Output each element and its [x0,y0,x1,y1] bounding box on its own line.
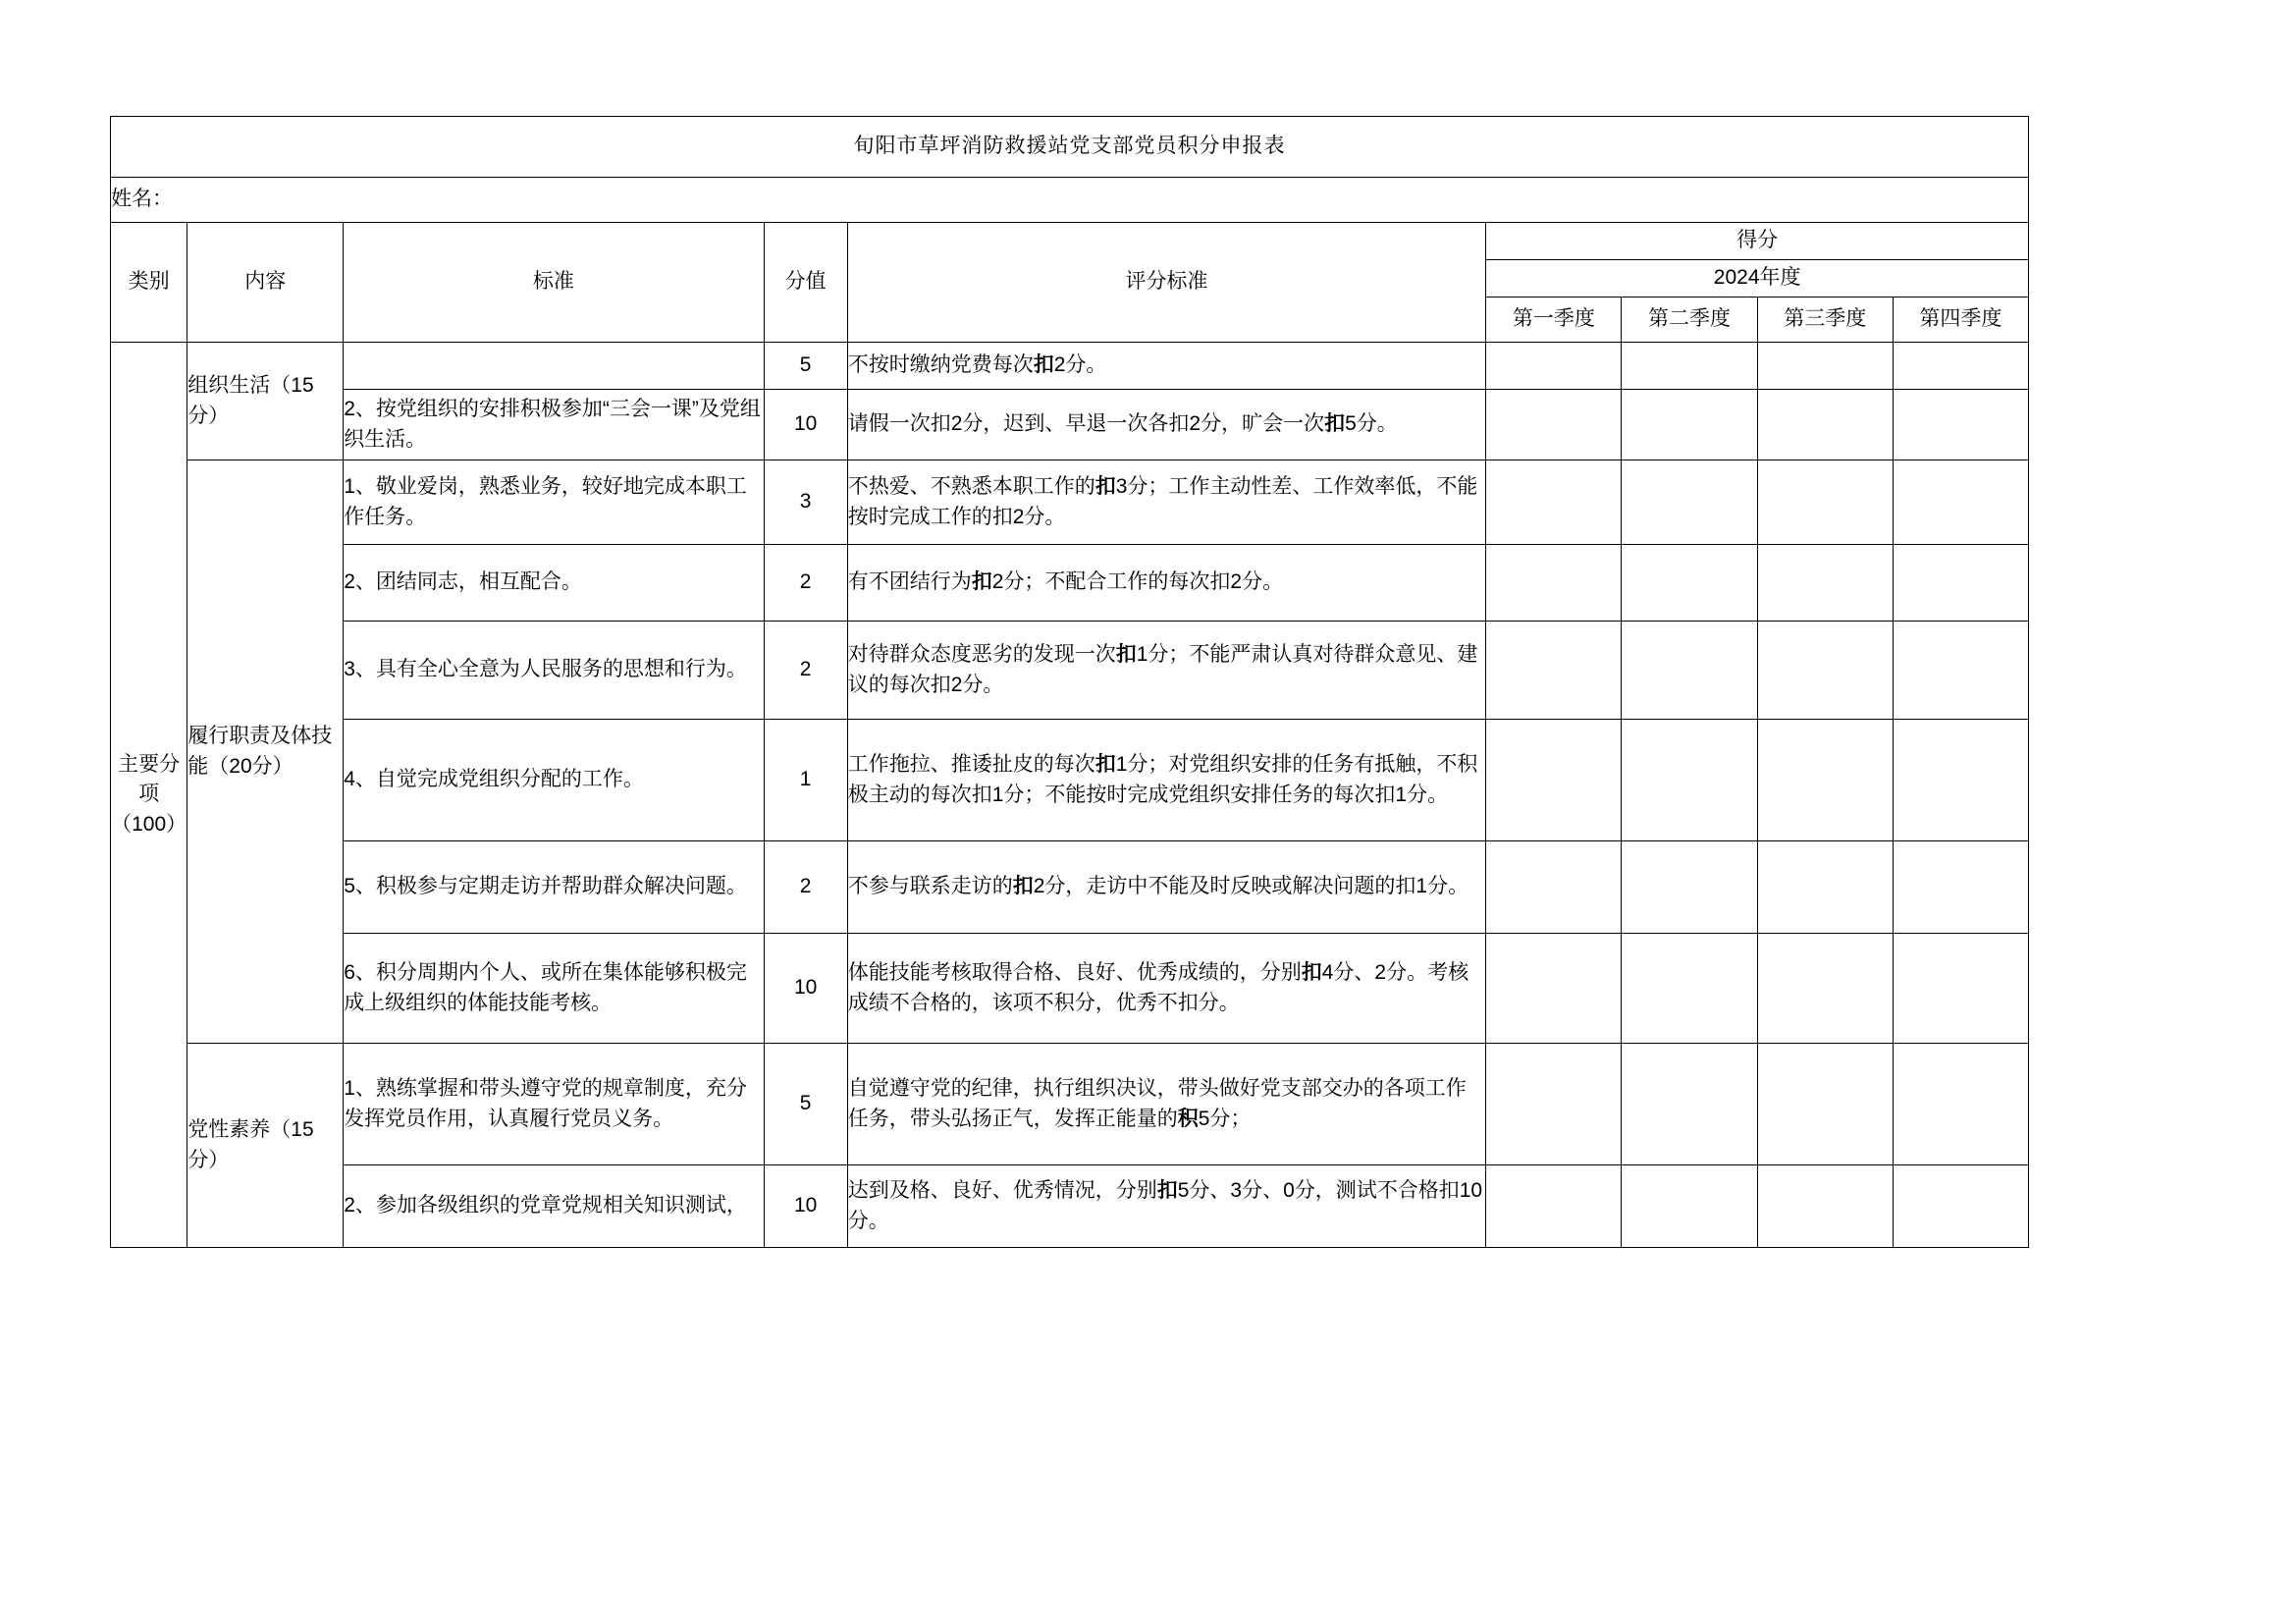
category-main-cell [111,343,187,1248]
score-cell-q1[interactable] [1486,934,1622,1044]
score-cell-q2[interactable] [1622,343,1757,390]
category-main-label: 主要分项（100） [111,752,187,836]
score-cell-q1[interactable] [1486,622,1622,720]
score-cell-q4[interactable] [1893,720,2028,841]
header-category: 类别 [111,223,187,343]
criteria-text: 不按时缴纳党费每次扣2分。 [847,343,1486,390]
score-cell-q3[interactable] [1757,343,1893,390]
score-cell-q3[interactable] [1757,934,1893,1044]
value-text: 10 [764,934,847,1044]
score-cell-q2[interactable] [1622,1044,1757,1165]
header-score: 得分 [1486,223,2029,260]
score-cell-q4[interactable] [1893,545,2028,622]
criteria-text: 对待群众态度恶劣的发现一次扣1分；不能严肃认真对待群众意见、建议的每次扣2分。 [847,622,1486,720]
header-standard: 标准 [344,223,764,343]
criteria-text: 请假一次扣2分，迟到、早退一次各扣2分，旷会一次扣5分。 [847,390,1486,460]
score-cell-q1[interactable] [1486,1044,1622,1165]
value-text: 10 [764,390,847,460]
score-cell-q4[interactable] [1893,841,2028,934]
score-cell-q4[interactable] [1893,343,2028,390]
score-cell-q2[interactable] [1622,622,1757,720]
value-text: 2 [764,841,847,934]
score-cell-q1[interactable] [1486,460,1622,545]
standard-text: 5、积极参与定期走访并帮助群众解决问题。 [344,841,764,934]
header-scoring-criteria: 评分标准 [847,223,1486,343]
group-label-party-spirit: 党性素养（15分） [187,1044,344,1248]
score-cell-q2[interactable] [1622,390,1757,460]
standard-text: 3、具有全心全意为人民服务的思想和行为。 [344,622,764,720]
score-cell-q1[interactable] [1486,343,1622,390]
score-cell-q3[interactable] [1757,622,1893,720]
header-quarter-4: 第四季度 [1893,298,2028,343]
score-cell-q2[interactable] [1622,841,1757,934]
value-text: 1 [764,720,847,841]
header-quarter-1: 第一季度 [1486,298,1622,343]
score-cell-q3[interactable] [1757,545,1893,622]
value-text: 3 [764,460,847,545]
value-text: 2 [764,622,847,720]
score-cell-q3[interactable] [1757,720,1893,841]
score-cell-q2[interactable] [1622,545,1757,622]
score-cell-q4[interactable] [1893,460,2028,545]
score-cell-q2[interactable] [1622,460,1757,545]
header-quarter-2: 第二季度 [1622,298,1757,343]
score-cell-q3[interactable] [1757,1044,1893,1165]
value-text: 5 [764,1044,847,1165]
value-text: 5 [764,343,847,390]
score-cell-q3[interactable] [1757,460,1893,545]
score-cell-q3[interactable] [1757,1165,1893,1248]
criteria-text: 有不团结行为扣2分；不配合工作的每次扣2分。 [847,545,1486,622]
score-cell-q3[interactable] [1757,841,1893,934]
score-cell-q2[interactable] [1622,934,1757,1044]
score-cell-q3[interactable] [1757,390,1893,460]
score-cell-q1[interactable] [1486,720,1622,841]
name-field-label[interactable]: 姓名： [111,178,2029,223]
page-title: 旬阳市草坪消防救援站党支部党员积分申报表 [111,117,2029,178]
score-cell-q4[interactable] [1893,1165,2028,1248]
criteria-text: 自觉遵守党的纪律，执行组织决议，带头做好党支部交办的各项工作任务，带头弘扬正气，发挥正能量的积5分； [847,1044,1486,1165]
standard-text: 2、按党组织的安排积极参加“三会一课”及党组织生活。 [344,390,764,460]
group-label-duty-and-fitness: 履行职责及体技能（20分） [187,460,344,1044]
value-text: 2 [764,545,847,622]
criteria-text: 达到及格、良好、优秀情况，分别扣5分、3分、0分，测试不合格扣10分。 [847,1165,1486,1248]
criteria-text: 工作拖拉、推诿扯皮的每次扣1分；对党组织安排的任务有抵触，不积极主动的每次扣1分；不能按时完成党组织安排任务的每次扣1分。 [847,720,1486,841]
standard-text [344,343,764,390]
criteria-text: 不热爱、不熟悉本职工作的扣3分；工作主动性差、工作效率低，不能按时完成工作的扣2分。 [847,460,1486,545]
value-text: 10 [764,1165,847,1248]
standard-text: 1、敬业爱岗，熟悉业务，较好地完成本职工作任务。 [344,460,764,545]
criteria-text: 体能技能考核取得合格、良好、优秀成绩的，分别扣4分、2分。考核成绩不合格的，该项不积分，优秀不扣分。 [847,934,1486,1044]
standard-text: 1、熟练掌握和带头遵守党的规章制度，充分发挥党员作用，认真履行党员义务。 [344,1044,764,1165]
form-table [110,116,2029,1248]
score-cell-q4[interactable] [1893,390,2028,460]
score-cell-q1[interactable] [1486,390,1622,460]
score-cell-q2[interactable] [1622,720,1757,841]
standard-text: 2、参加各级组织的党章党规相关知识测试， [344,1165,764,1248]
header-year: 2024年度 [1486,260,2029,298]
standard-text: 2、团结同志，相互配合。 [344,545,764,622]
criteria-text: 不参与联系走访的扣2分，走访中不能及时反映或解决问题的扣1分。 [847,841,1486,934]
header-content: 内容 [187,223,344,343]
standard-text: 4、自觉完成党组织分配的工作。 [344,720,764,841]
score-cell-q1[interactable] [1486,841,1622,934]
score-cell-q4[interactable] [1893,934,2028,1044]
score-declaration-form [110,116,2029,1248]
score-cell-q4[interactable] [1893,1044,2028,1165]
standard-text: 6、积分周期内个人、或所在集体能够积极完成上级组织的体能技能考核。 [344,934,764,1044]
group-label-organizational-life: 组织生活（15分） [187,343,344,460]
score-cell-q2[interactable] [1622,1165,1757,1248]
score-cell-q1[interactable] [1486,545,1622,622]
header-value: 分值 [764,223,847,343]
header-quarter-3: 第三季度 [1757,298,1893,343]
score-cell-q1[interactable] [1486,1165,1622,1248]
score-cell-q4[interactable] [1893,622,2028,720]
